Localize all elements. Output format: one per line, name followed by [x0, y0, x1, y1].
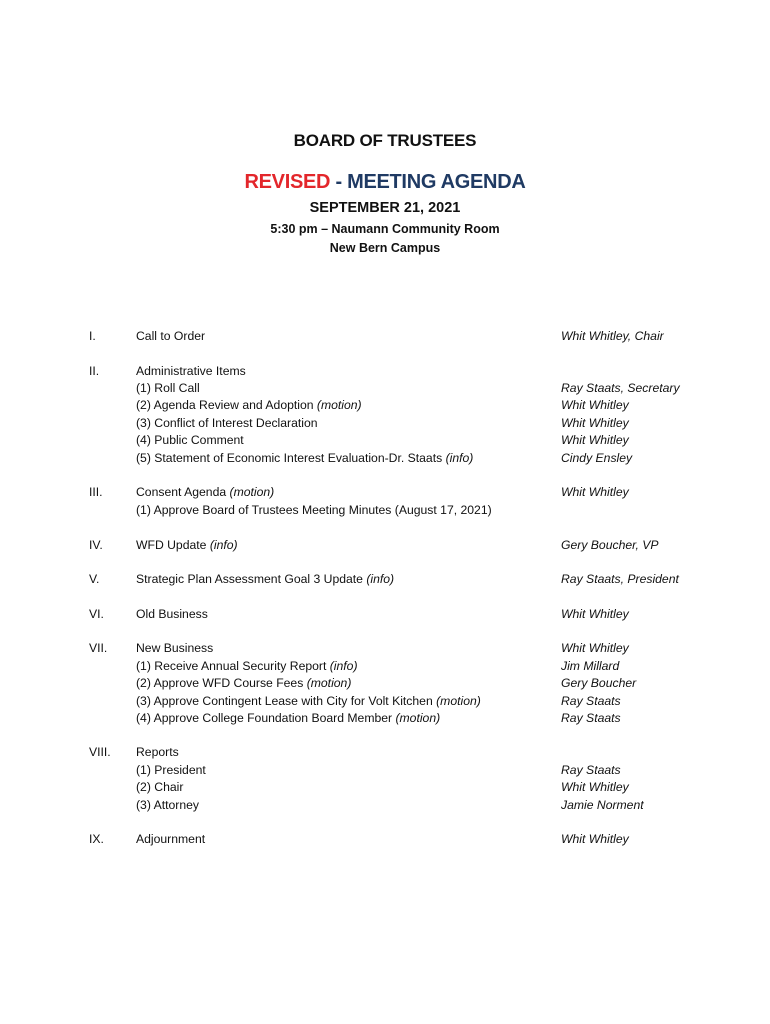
agenda-subitem: (4) Public Comment: [136, 433, 244, 447]
agenda-subitem: (1) President: [136, 763, 206, 777]
agenda-item-presenter: Whit Whitley: [561, 485, 629, 499]
agenda-subitem: [136, 675, 351, 691]
agenda-item-presenter: Ray Staats, President: [561, 572, 679, 586]
agenda-item-title: [136, 571, 394, 587]
agenda-item-title: Reports: [136, 745, 179, 759]
subitem-text: (5) Statement of Economic Interest Evaluation-Dr. Staats: [136, 451, 446, 465]
meeting-time-location: 5:30 pm – Naumann Community Room: [270, 222, 500, 236]
agenda-item-number: VI.: [89, 607, 104, 621]
agenda-subitem-presenter: Gery Boucher: [561, 676, 637, 690]
agenda-subitem: (3) Attorney: [136, 798, 199, 812]
agenda-subitem-presenter: Ray Staats: [561, 763, 621, 777]
subitem-text: (1) Receive Annual Security Report: [136, 659, 330, 673]
agenda-subitem: [136, 450, 473, 466]
agenda-subitem: (3) Conflict of Interest Declaration: [136, 416, 318, 430]
agenda-item-number: VII.: [89, 641, 108, 655]
agenda-subitem-presenter: Ray Staats: [561, 711, 621, 725]
agenda-item-number: II.: [89, 364, 100, 378]
subitem-note: (motion): [436, 694, 481, 708]
agenda-item-title: [136, 537, 238, 553]
agenda-item-title: [136, 484, 274, 500]
agenda-subitem-presenter: Ray Staats: [561, 694, 621, 708]
subitem-note: (motion): [306, 676, 352, 690]
subitem-note: (info): [445, 451, 474, 465]
document-title: BOARD OF TRUSTEES: [293, 131, 477, 150]
subitem-note: (motion): [395, 711, 441, 725]
agenda-subitem-presenter: Cindy Ensley: [561, 451, 633, 465]
agenda-subitem-presenter: Whit Whitley: [561, 780, 629, 794]
subitem-text: (4) Approve College Foundation Board Member: [136, 711, 396, 725]
heading-separator: -: [330, 171, 348, 193]
agenda-item-presenter: Gery Boucher, VP: [561, 538, 659, 552]
item-note: (motion): [229, 485, 275, 499]
agenda-item-presenter: Whit Whitley, Chair: [561, 329, 664, 343]
agenda-subitem-presenter: Jamie Norment: [561, 798, 644, 812]
meeting-agenda-label: MEETING AGENDA: [347, 171, 526, 193]
subitem-note: (motion): [316, 398, 362, 412]
agenda-subitem: [136, 693, 481, 709]
agenda-subitem-presenter: Whit Whitley: [561, 398, 629, 412]
agenda-subitem: (1) Roll Call: [136, 381, 200, 395]
item-note: (info): [366, 572, 395, 586]
item-text: Strategic Plan Assessment Goal 3 Update: [136, 572, 367, 586]
subitem-text: (2) Agenda Review and Adoption: [136, 398, 317, 412]
subitem-text: (3) Approve Contingent Lease with City for Volt Kitchen: [136, 694, 437, 708]
item-text: WFD Update: [136, 538, 210, 552]
agenda-item-title: Call to Order: [136, 329, 206, 343]
agenda-item-title: New Business: [136, 641, 214, 655]
subitem-text: (2) Approve WFD Course Fees: [136, 676, 307, 690]
agenda-item-title: Old Business: [136, 607, 208, 621]
subitem-note: (info): [329, 659, 358, 673]
item-text: Consent Agenda: [136, 485, 230, 499]
agenda-subitem-presenter: Ray Staats, Secretary: [561, 381, 680, 395]
agenda-item-title: Adjournment: [136, 832, 206, 846]
agenda-heading: [0, 171, 770, 194]
agenda-item-presenter: Whit Whitley: [561, 607, 629, 621]
agenda-item-number: I.: [89, 329, 96, 343]
agenda-item-number: IV.: [89, 538, 103, 552]
item-note: (info): [209, 538, 238, 552]
agenda-subitem-presenter: Whit Whitley: [561, 416, 629, 430]
revised-label: REVISED: [244, 171, 331, 193]
agenda-subitem: [136, 397, 362, 413]
agenda-item-number: V.: [89, 572, 100, 586]
agenda-item-number: III.: [89, 485, 103, 499]
agenda-subitem: (1) Approve Board of Trustees Meeting Minutes (August 17, 2021): [136, 503, 492, 517]
agenda-item-number: IX.: [89, 832, 104, 846]
meeting-date: SEPTEMBER 21, 2021: [309, 200, 461, 216]
agenda-item-presenter: Whit Whitley: [561, 832, 629, 846]
agenda-subitem-presenter: Jim Millard: [561, 659, 620, 673]
agenda-subitem-presenter: Whit Whitley: [561, 433, 629, 447]
agenda-item-number: VIII.: [89, 745, 111, 759]
agenda-item-presenter: Whit Whitley: [561, 641, 629, 655]
agenda-item-title: Administrative Items: [136, 364, 246, 378]
agenda-subitem: [136, 658, 358, 674]
meeting-campus: New Bern Campus: [329, 241, 441, 255]
agenda-subitem: [136, 710, 440, 726]
agenda-subitem: (2) Chair: [136, 780, 184, 794]
